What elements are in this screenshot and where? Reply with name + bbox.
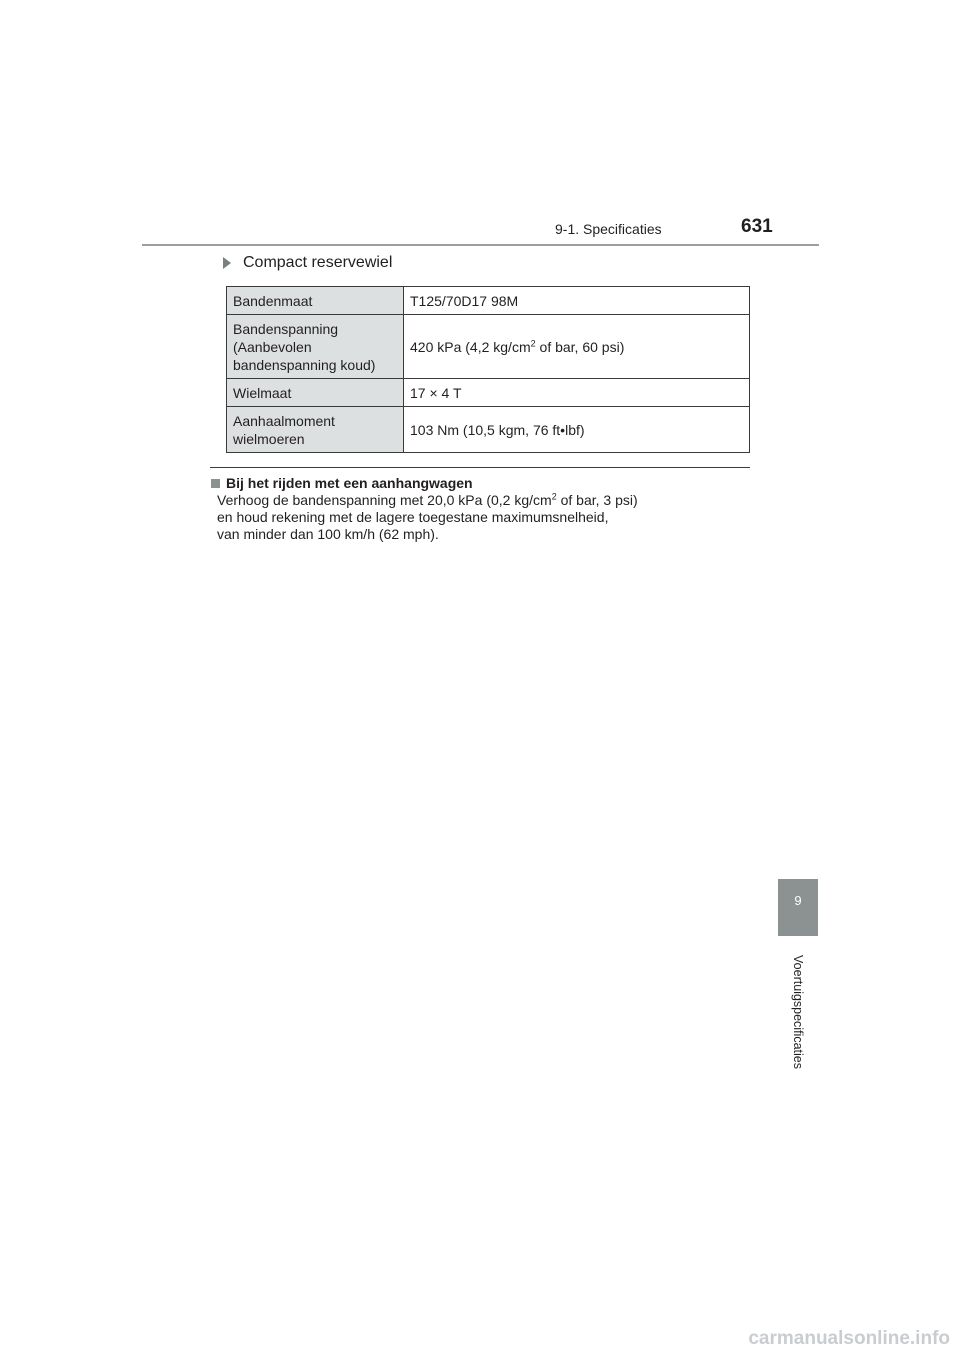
- section-body: [211, 492, 751, 543]
- section-rule: [210, 467, 750, 468]
- table-row: [227, 315, 750, 379]
- value-text: of bar, 60 psi): [535, 338, 625, 355]
- header-rule: [142, 244, 819, 246]
- table-value-cell: [404, 315, 750, 379]
- body-text: en houd rekening met de lagere toegestane maximumsnelheid,: [217, 509, 609, 525]
- table-value-cell: 103 Nm (10,5 kgm, 76 ft•lbf): [404, 407, 750, 453]
- subheading-text: Compact reservewiel: [243, 254, 393, 271]
- header-section-title: 9-1. Specificaties: [555, 221, 662, 237]
- body-text: Verhoog de bandenspanning met 20,0 kPa (0,2 kg/cm: [217, 492, 552, 508]
- table-value-cell: 17 × 4 T: [404, 379, 750, 407]
- spec-table: [226, 286, 750, 453]
- square-bullet-icon: [211, 479, 220, 488]
- superscript: 2: [530, 337, 536, 348]
- chapter-tab-label: Voertuigspecificaties: [791, 955, 805, 1069]
- table-value-cell: T125/70D17 98M: [404, 287, 750, 315]
- section-title: [211, 475, 751, 492]
- chapter-tab: [778, 879, 818, 936]
- trailer-section: [211, 475, 751, 543]
- body-text: of bar, 3 psi): [556, 492, 638, 508]
- table-row: [227, 379, 750, 407]
- section-title-text: Bij het rijden met een aanhangwagen: [226, 475, 473, 491]
- triangle-right-icon: [223, 257, 231, 269]
- key-line: wielmoeren: [233, 430, 305, 447]
- table-key-cell: Wielmaat: [227, 379, 404, 407]
- key-line: Bandenspanning: [233, 320, 339, 337]
- page-number: 631: [741, 216, 773, 237]
- table-key-cell: [227, 315, 404, 379]
- superscript: 2: [551, 491, 557, 502]
- key-line: bandenspanning koud): [233, 356, 376, 373]
- table-key-cell: Bandenmaat: [227, 287, 404, 315]
- table-row: [227, 407, 750, 453]
- value-text: 420 kPa (4,2 kg/cm: [410, 338, 531, 355]
- chapter-tab-number: 9: [794, 893, 802, 908]
- body-text: van minder dan 100 km/h (62 mph).: [217, 526, 439, 542]
- table-key-cell: [227, 407, 404, 453]
- table-row: [227, 287, 750, 315]
- key-line: Aanhaalmoment: [233, 412, 335, 429]
- watermark: carmanualsonline.info: [748, 1328, 950, 1349]
- key-line: (Aanbevolen: [233, 338, 312, 355]
- subheading: [223, 254, 392, 272]
